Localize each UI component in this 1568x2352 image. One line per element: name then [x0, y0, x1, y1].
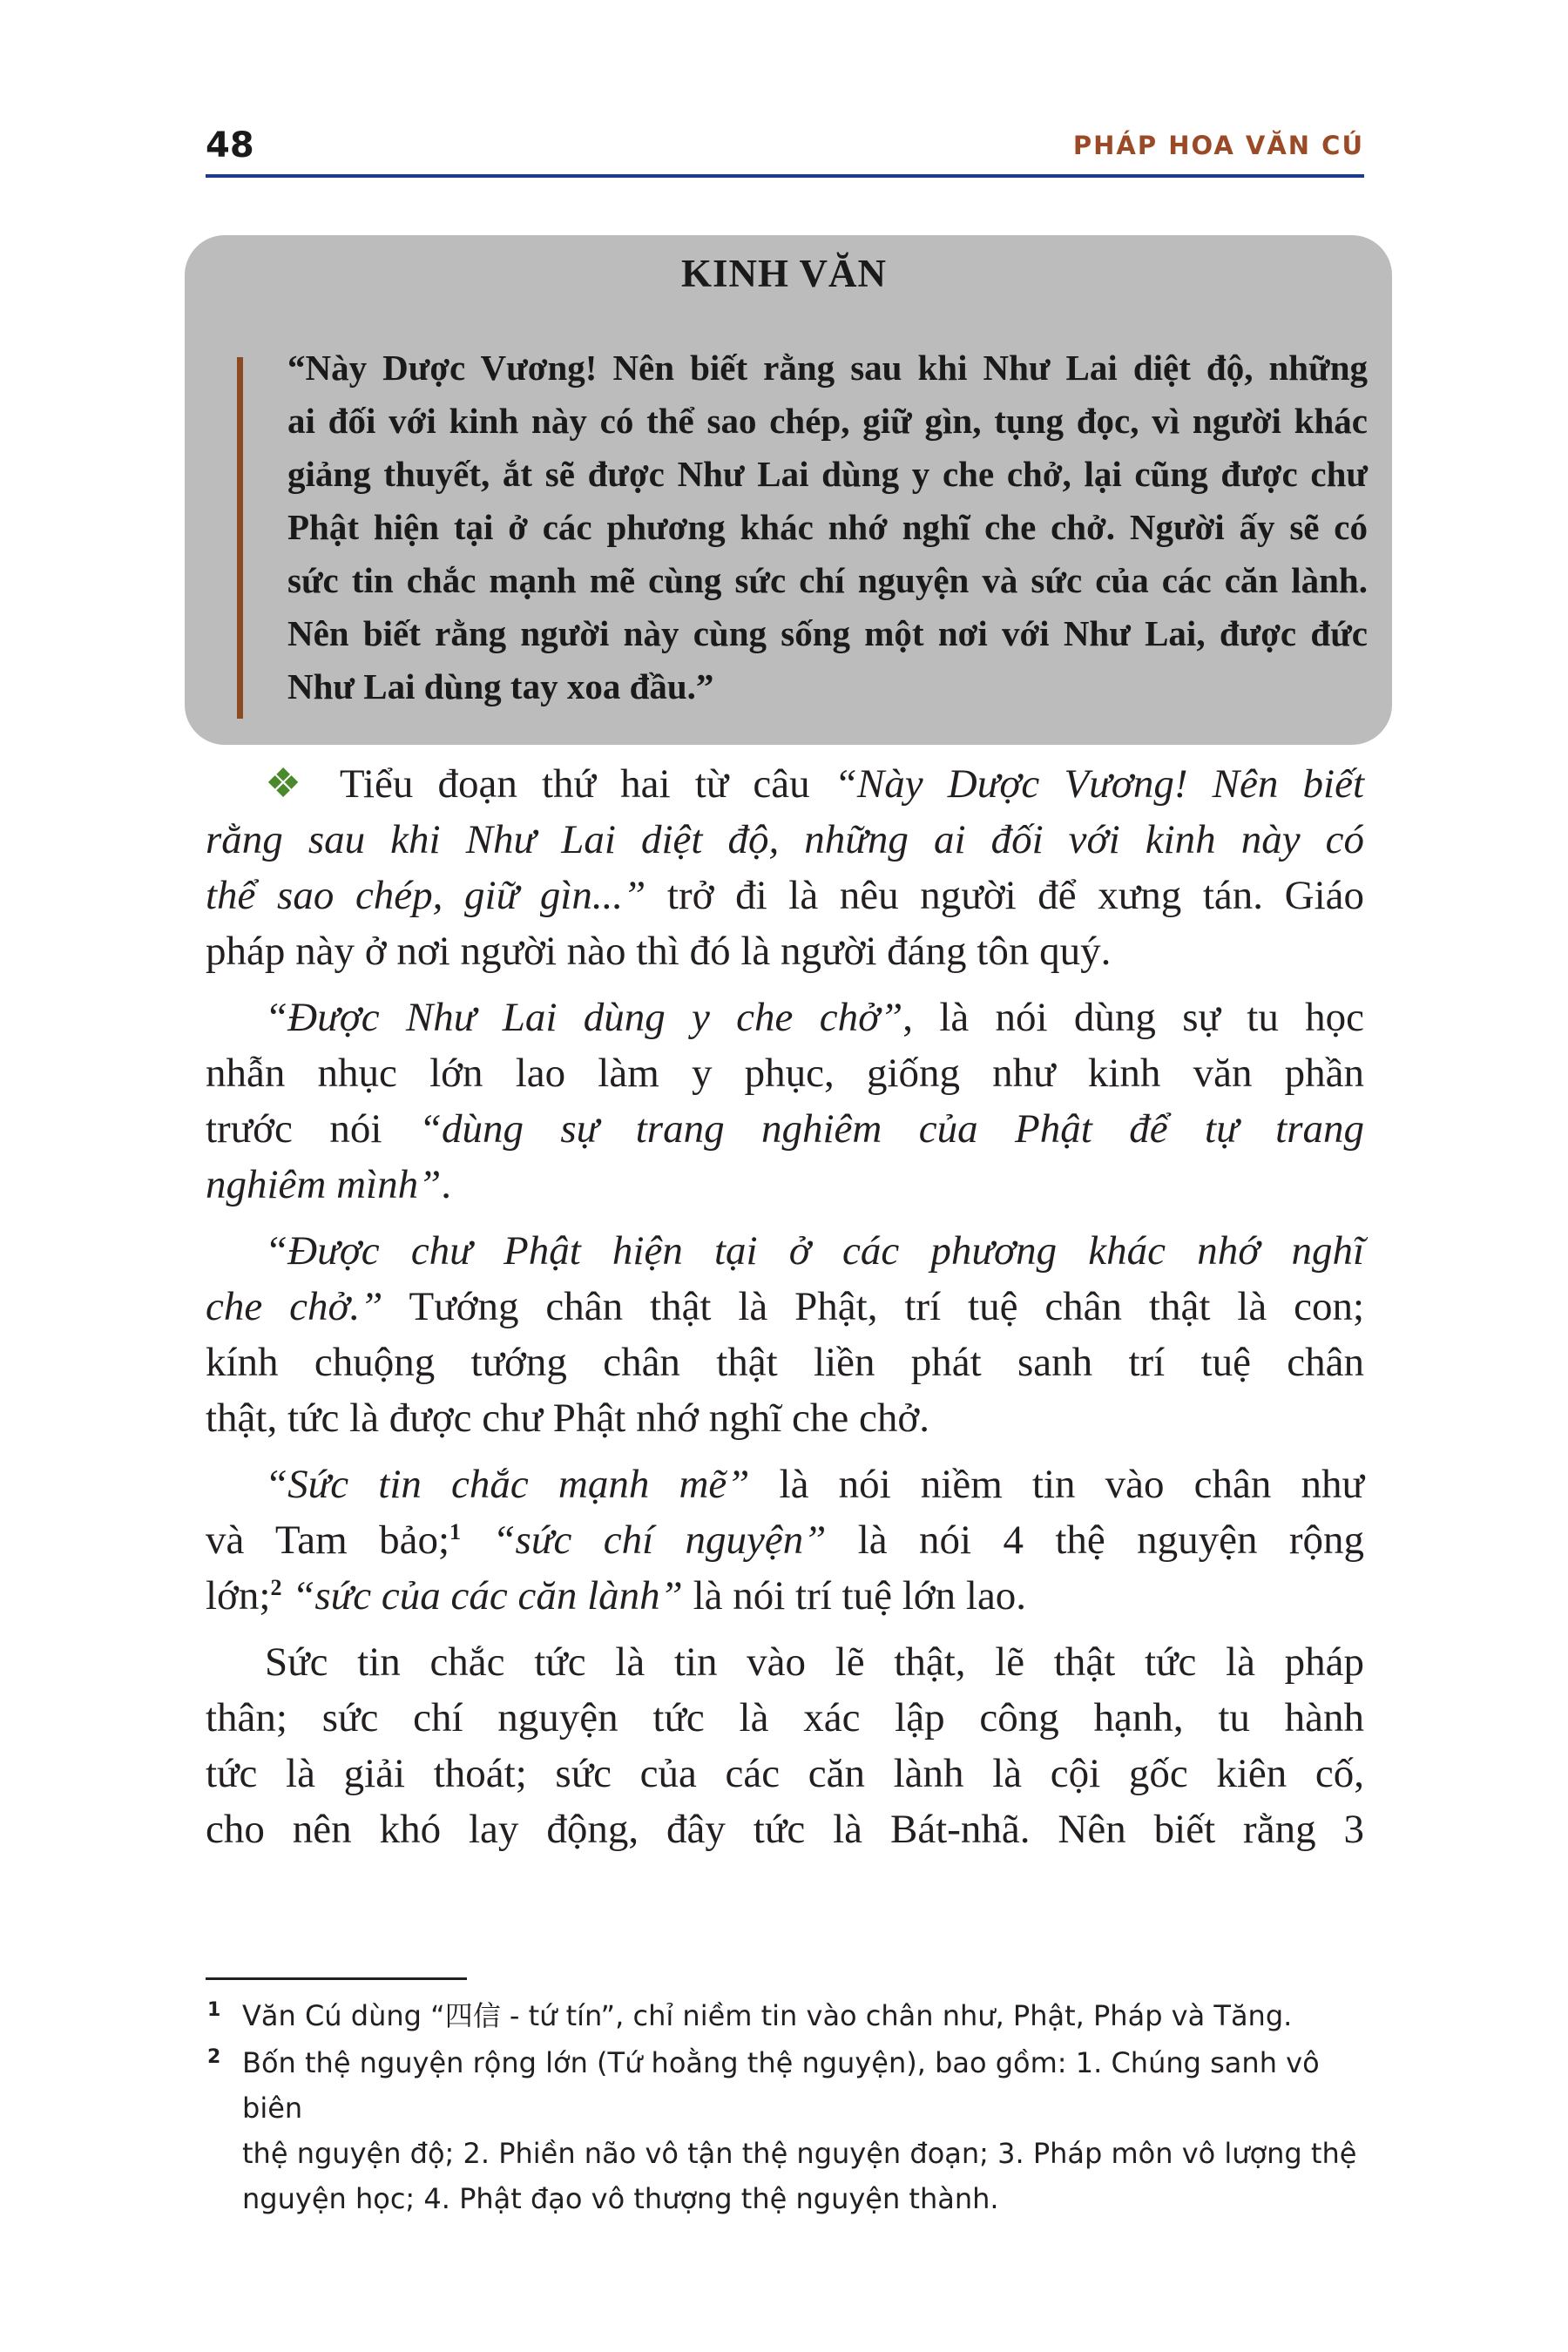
footnote-ref-1[interactable]: 1 — [449, 1519, 462, 1544]
sutra-line: ai đối với kinh này có thể sao chép, giữ gìn, tụng đọc, vì người khác — [287, 401, 1368, 441]
footnote-rule — [206, 1977, 467, 1980]
paragraph-1: ❖ Tiểu đoạn thứ hai từ câu “Này Dược Vương! Nên biết rằng sau khi Như Lai diệt độ, những ai đối với kinh này có thể sao chép, giữ gìn...” trở đi là nêu người để xưng tán. Giáo pháp này ở nơi người nào thì đó là người đáng tôn quý. — [206, 761, 1365, 974]
paragraph-4: “Sức tin chắc mạnh mẽ” là nói niềm tin vào chân như và Tam bảo;$^1$ “sức chí nguyện” là nói 4 thệ nguyện rộng lớn;$^2$ “sức của các căn lành” là nói trí tuệ lớn lao. — [206, 1462, 1364, 1619]
footnote-mark: 1 — [207, 1999, 221, 2021]
paragraph-2: “Được Như Lai dùng y che chở”, là nói dùng sự tu học nhẫn nhục lớn lao làm y phục, giống như kinh văn phần trước nói “dùng sự trang nghiêm của Phật để tự trang nghiêm mình”. — [206, 995, 1364, 1207]
footnote-line: Bốn thệ nguyện rộng lớn (Tứ hoằng thệ nguyện), bao gồm: 1. Chúng sanh vô biên — [242, 2046, 1320, 2125]
paragraph-3: “Được chư Phật hiện tại ở các phương khác nhớ nghĩ che chở.” Tướng chân thật là Phật, trí tuệ chân thật là con; kính chuộng tướng chân thật liền phát sanh trí tuệ chân thật, tức là được chư Phật nhớ nghĩ che chở. — [206, 1228, 1365, 1441]
sutra-accent-bar — [237, 357, 243, 719]
sutra-line: Như Lai dùng tay xoa đầu.” — [287, 666, 714, 706]
footnote-mark: 2 — [207, 2046, 221, 2068]
footnote-1 — [206, 1993, 1364, 2038]
sutra-line: Phật hiện tại ở các phương khác nhớ nghĩ che chở. Người ấy sẽ có — [287, 507, 1368, 547]
footnote-line: nguyện học; 4. Phật đạo vô thượng thệ nguyện thành. — [242, 2182, 999, 2215]
paragraph-5: Sức tin chắc tức là tin vào lẽ thật, lẽ thật tức là pháp thân; sức chí nguyện tức là xác lập công hạnh, tu hành tức là giải thoát; sức của các căn lành là cội gốc kiên cố, cho nên khó lay động, đây tức là Bát-nhã. Nên biết rằng 3 — [206, 1639, 1364, 1852]
footnote-ref-2[interactable]: 2 — [270, 1575, 282, 1600]
header-rule — [206, 174, 1364, 178]
footnote-2 — [206, 2040, 1364, 2221]
footnote-line: thệ nguyện độ; 2. Phiền não vô tận thệ nguyện đoạn; 3. Pháp môn vô lượng thệ — [242, 2137, 1357, 2170]
sutra-line: Nên biết rằng người này cùng sống một nơi với Như Lai, được đức — [287, 613, 1368, 653]
running-title: PHÁP HOA VĂN CÚ — [1072, 131, 1364, 160]
sutra-heading: KINH VĂN — [681, 252, 887, 295]
body-text — [206, 756, 1364, 1868]
footnote-line: Văn Cú dùng “四信 - tứ tín”, chỉ niềm tin vào chân như, Phật, Pháp và Tăng. — [242, 1999, 1293, 2032]
page-number: 48 — [206, 125, 254, 166]
sutra-text — [287, 341, 1368, 713]
footnotes — [206, 1993, 1364, 2223]
sutra-line: sức tin chắc mạnh mẽ cùng sức chí nguyện và sức của các căn lành. — [287, 560, 1368, 600]
sutra-line: “Này Dược Vương! Nên biết rằng sau khi Như Lai diệt độ, những — [287, 348, 1368, 388]
sutra-line: giảng thuyết, ắt sẽ được Như Lai dùng y che chở, lại cũng được chư — [287, 454, 1368, 494]
diamond-bullet-icon: ❖ — [265, 761, 316, 807]
